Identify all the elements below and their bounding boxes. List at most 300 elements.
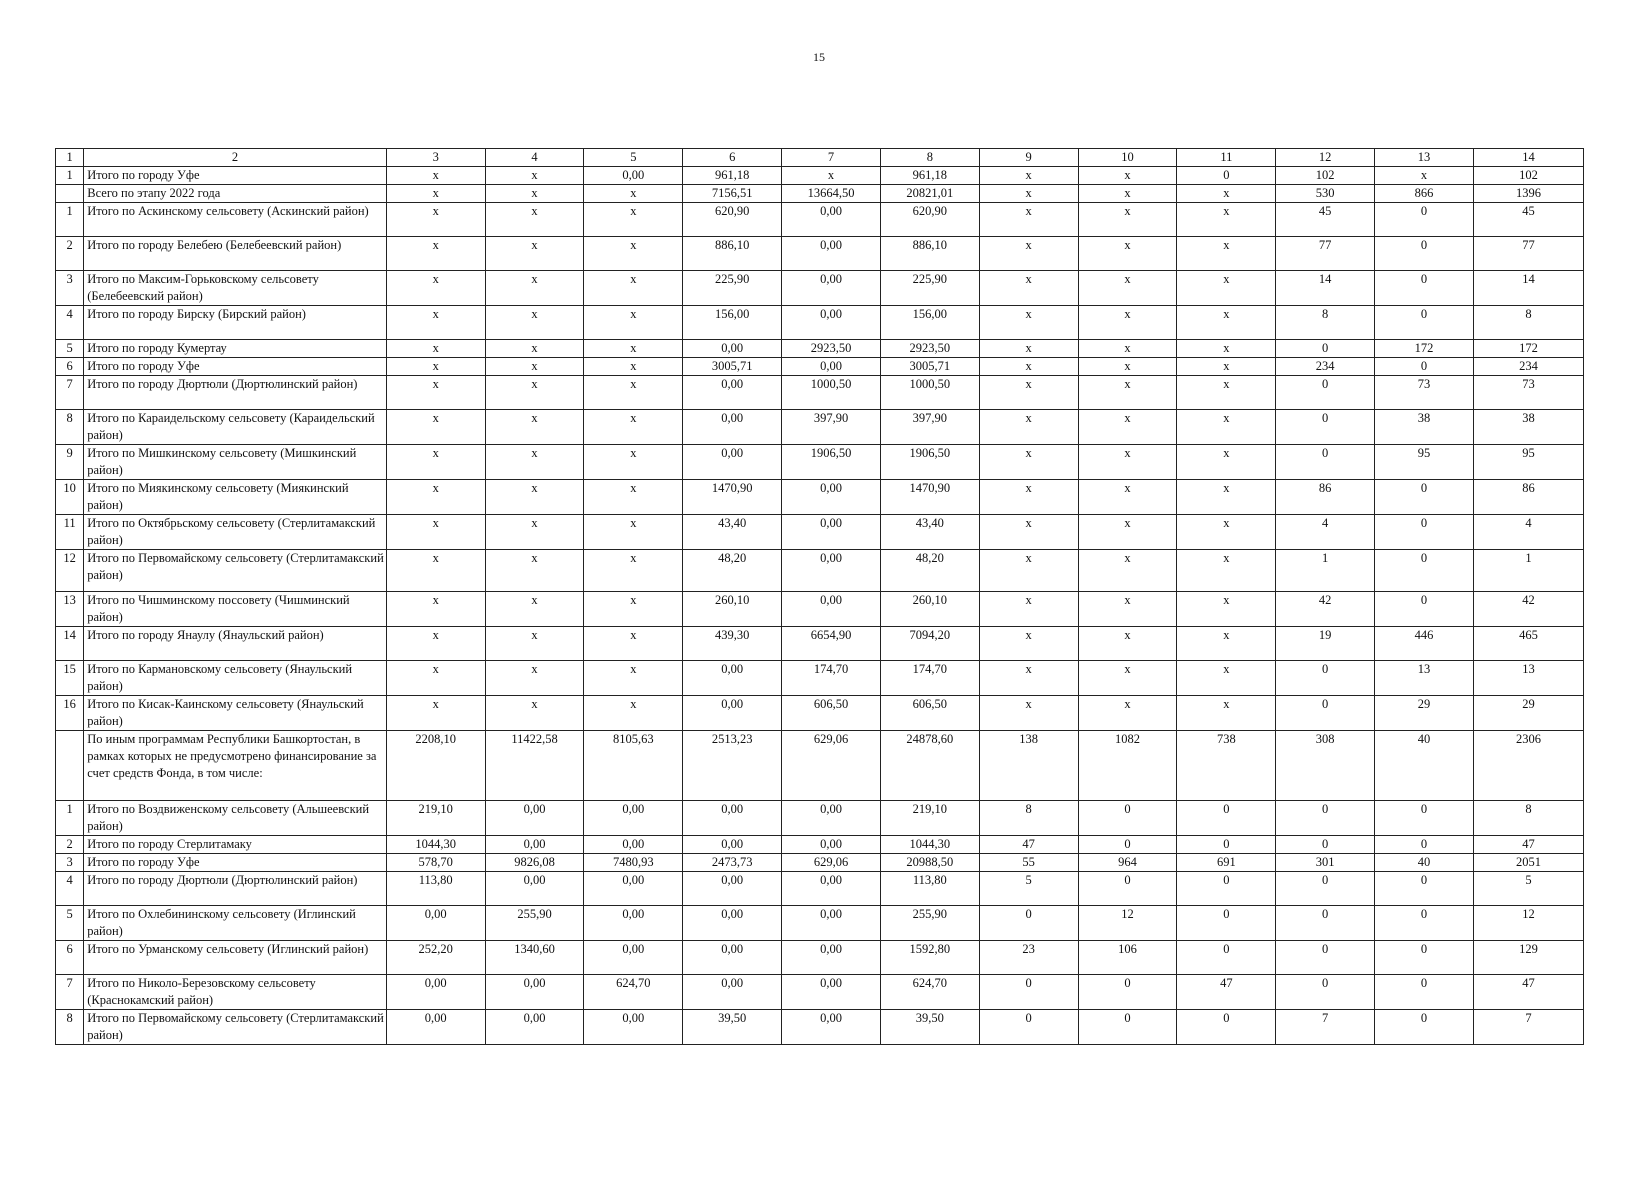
value-cell: 0	[1375, 592, 1474, 627]
value-cell: х	[1177, 203, 1276, 237]
value-cell: 886,10	[683, 237, 782, 271]
value-cell: 0	[1375, 872, 1474, 906]
value-cell: 0,00	[782, 480, 881, 515]
value-cell: х	[386, 550, 485, 592]
value-cell: 0,00	[584, 872, 683, 906]
value-cell: х	[979, 271, 1078, 306]
row-number-cell: 8	[56, 410, 84, 445]
value-cell: 8105,63	[584, 731, 683, 801]
value-cell: х	[1177, 661, 1276, 696]
value-cell: х	[386, 592, 485, 627]
value-cell: х	[485, 271, 584, 306]
value-cell: х	[1078, 550, 1177, 592]
value-cell: х	[1078, 661, 1177, 696]
value-cell: 0,00	[683, 801, 782, 836]
row-name-cell: Итого по Аскинскому сельсовету (Аскинский район)	[84, 203, 387, 237]
value-cell: 12	[1078, 906, 1177, 941]
value-cell: 0,00	[683, 941, 782, 975]
table-row	[56, 696, 1584, 731]
row-name-cell: Итого по городу Кумертау	[84, 340, 387, 358]
value-cell: х	[485, 550, 584, 592]
value-cell: 0	[1078, 1010, 1177, 1045]
value-cell: 0	[1375, 203, 1474, 237]
value-cell: х	[386, 661, 485, 696]
value-cell: 1044,30	[386, 836, 485, 854]
value-cell: х	[584, 515, 683, 550]
value-cell: х	[485, 515, 584, 550]
table-row	[56, 237, 1584, 271]
value-cell: 0	[1276, 975, 1375, 1010]
value-cell: х	[1177, 515, 1276, 550]
table-row	[56, 185, 1584, 203]
row-number-cell: 15	[56, 661, 84, 696]
value-cell: 0	[1375, 975, 1474, 1010]
table-row	[56, 358, 1584, 376]
row-name-cell: Итого по городу Стерлитамаку	[84, 836, 387, 854]
table-row	[56, 340, 1584, 358]
header-cell: 13	[1375, 149, 1474, 167]
value-cell: х	[386, 445, 485, 480]
value-cell: х	[584, 376, 683, 410]
value-cell: 0	[1276, 836, 1375, 854]
header-cell: 6	[683, 149, 782, 167]
value-cell: х	[584, 340, 683, 358]
table-row	[56, 445, 1584, 480]
value-cell: 138	[979, 731, 1078, 801]
value-cell: 1592,80	[880, 941, 979, 975]
value-cell: 6654,90	[782, 627, 881, 661]
data-table	[55, 148, 1584, 1045]
row-number-cell: 2	[56, 836, 84, 854]
row-name-cell: Итого по Николо-Березовскому сельсовету (Краснокамский район)	[84, 975, 387, 1010]
value-cell: 0	[1276, 410, 1375, 445]
value-cell: 0	[1375, 480, 1474, 515]
value-cell: 0	[1375, 836, 1474, 854]
value-cell: 102	[1473, 167, 1583, 185]
row-number-cell: 5	[56, 340, 84, 358]
header-cell: 12	[1276, 149, 1375, 167]
value-cell: 39,50	[683, 1010, 782, 1045]
value-cell: 465	[1473, 627, 1583, 661]
value-cell: х	[1177, 271, 1276, 306]
value-cell: х	[979, 237, 1078, 271]
value-cell: 2923,50	[782, 340, 881, 358]
value-cell: х	[1177, 696, 1276, 731]
value-cell: 606,50	[782, 696, 881, 731]
value-cell: 0,00	[782, 801, 881, 836]
value-cell: 0,00	[584, 167, 683, 185]
value-cell: 620,90	[683, 203, 782, 237]
row-number-cell	[56, 731, 84, 801]
row-name-cell: Итого по городу Дюртюли (Дюртюлинский район)	[84, 376, 387, 410]
value-cell: 43,40	[880, 515, 979, 550]
value-cell: 629,06	[782, 854, 881, 872]
value-cell: 0	[1276, 906, 1375, 941]
value-cell: 0,00	[683, 872, 782, 906]
value-cell: х	[979, 306, 1078, 340]
value-cell: 55	[979, 854, 1078, 872]
value-cell: 620,90	[880, 203, 979, 237]
value-cell: х	[1078, 340, 1177, 358]
value-cell: 219,10	[386, 801, 485, 836]
value-cell: 0,00	[782, 515, 881, 550]
value-cell: х	[979, 550, 1078, 592]
value-cell: 2513,23	[683, 731, 782, 801]
table-row	[56, 854, 1584, 872]
value-cell: 578,70	[386, 854, 485, 872]
value-cell: х	[1177, 480, 1276, 515]
header-cell: 7	[782, 149, 881, 167]
value-cell: 113,80	[386, 872, 485, 906]
value-cell: 156,00	[683, 306, 782, 340]
value-cell: х	[1078, 376, 1177, 410]
value-cell: 252,20	[386, 941, 485, 975]
table-row	[56, 975, 1584, 1010]
value-cell: 225,90	[880, 271, 979, 306]
value-cell: 38	[1473, 410, 1583, 445]
value-cell: 0	[1276, 661, 1375, 696]
value-cell: 0	[1078, 872, 1177, 906]
table-row	[56, 515, 1584, 550]
table-row	[56, 203, 1584, 237]
row-number-cell: 1	[56, 801, 84, 836]
value-cell: 234	[1473, 358, 1583, 376]
value-cell: х	[979, 167, 1078, 185]
value-cell: х	[1177, 185, 1276, 203]
value-cell: 0,00	[485, 801, 584, 836]
value-cell: 0	[1375, 906, 1474, 941]
row-name-cell: Итого по Миякинскому сельсовету (Миякинский район)	[84, 480, 387, 515]
value-cell: 77	[1473, 237, 1583, 271]
value-cell: х	[1078, 306, 1177, 340]
value-cell: 172	[1375, 340, 1474, 358]
value-cell: 0	[1177, 906, 1276, 941]
value-cell: 2051	[1473, 854, 1583, 872]
value-cell: х	[1078, 271, 1177, 306]
value-cell: 14	[1473, 271, 1583, 306]
value-cell: х	[386, 203, 485, 237]
header-cell: 10	[1078, 149, 1177, 167]
value-cell: 691	[1177, 854, 1276, 872]
value-cell: х	[485, 410, 584, 445]
row-number-cell: 9	[56, 445, 84, 480]
table-row	[56, 167, 1584, 185]
header-cell: 14	[1473, 149, 1583, 167]
value-cell: 0	[1276, 445, 1375, 480]
value-cell: х	[386, 627, 485, 661]
value-cell: 624,70	[880, 975, 979, 1010]
value-cell: 0,00	[683, 340, 782, 358]
value-cell: 0,00	[584, 836, 683, 854]
value-cell: 0,00	[683, 975, 782, 1010]
value-cell: х	[979, 480, 1078, 515]
value-cell: 0	[1276, 376, 1375, 410]
value-cell: х	[1177, 340, 1276, 358]
value-cell: 738	[1177, 731, 1276, 801]
row-number-cell: 13	[56, 592, 84, 627]
value-cell: 0,00	[782, 975, 881, 1010]
value-cell: 45	[1473, 203, 1583, 237]
value-cell: 0,00	[683, 410, 782, 445]
value-cell: 0	[1177, 167, 1276, 185]
value-cell: х	[979, 185, 1078, 203]
value-cell: 13664,50	[782, 185, 881, 203]
value-cell: х	[386, 358, 485, 376]
value-cell: х	[1078, 445, 1177, 480]
value-cell: 0	[1078, 801, 1177, 836]
value-cell: х	[1177, 410, 1276, 445]
value-cell: 73	[1473, 376, 1583, 410]
value-cell: 77	[1276, 237, 1375, 271]
value-cell: 0	[1375, 271, 1474, 306]
value-cell: 8	[1473, 801, 1583, 836]
row-number-cell: 6	[56, 358, 84, 376]
header-cell: 8	[880, 149, 979, 167]
row-name-cell: Итого по Кармановскому сельсовету (Янаульский район)	[84, 661, 387, 696]
value-cell: 1044,30	[880, 836, 979, 854]
value-cell: 0,00	[782, 592, 881, 627]
value-cell: 0,00	[782, 836, 881, 854]
value-cell: х	[485, 358, 584, 376]
value-cell: х	[1078, 410, 1177, 445]
value-cell: х	[979, 410, 1078, 445]
value-cell: 0	[1375, 550, 1474, 592]
value-cell: 0,00	[782, 872, 881, 906]
row-number-cell: 6	[56, 941, 84, 975]
value-cell: 0	[1375, 1010, 1474, 1045]
value-cell: х	[1177, 445, 1276, 480]
value-cell: 0	[1276, 941, 1375, 975]
value-cell: х	[584, 203, 683, 237]
value-cell: 234	[1276, 358, 1375, 376]
row-name-cell: Итого по Чишминскому поссовету (Чишминский район)	[84, 592, 387, 627]
value-cell: х	[1078, 167, 1177, 185]
value-cell: х	[1177, 592, 1276, 627]
value-cell: 0	[1375, 237, 1474, 271]
value-cell: 0,00	[584, 801, 683, 836]
value-cell: 3005,71	[880, 358, 979, 376]
value-cell: 8	[1473, 306, 1583, 340]
value-cell: 964	[1078, 854, 1177, 872]
value-cell: х	[1078, 237, 1177, 271]
value-cell: 219,10	[880, 801, 979, 836]
value-cell: 0	[1375, 941, 1474, 975]
row-number-cell: 16	[56, 696, 84, 731]
row-number-cell: 7	[56, 975, 84, 1010]
value-cell: 0,00	[683, 445, 782, 480]
value-cell: 0	[979, 975, 1078, 1010]
value-cell: 7	[1276, 1010, 1375, 1045]
value-cell: 19	[1276, 627, 1375, 661]
row-name-cell: Итого по Караидельскому сельсовету (Караидельский район)	[84, 410, 387, 445]
value-cell: 961,18	[683, 167, 782, 185]
row-name-cell: Итого по Первомайскому сельсовету (Стерлитамакский район)	[84, 550, 387, 592]
value-cell: х	[584, 480, 683, 515]
value-cell: х	[386, 185, 485, 203]
value-cell: х	[979, 340, 1078, 358]
value-cell: 0,00	[485, 872, 584, 906]
row-number-cell: 14	[56, 627, 84, 661]
value-cell: 0	[1276, 340, 1375, 358]
value-cell: 0,00	[584, 1010, 683, 1045]
value-cell: 0	[1177, 872, 1276, 906]
value-cell: х	[1177, 237, 1276, 271]
value-cell: 629,06	[782, 731, 881, 801]
value-cell: 0	[1078, 975, 1177, 1010]
table-row	[56, 801, 1584, 836]
value-cell: х	[386, 271, 485, 306]
value-cell: 39,50	[880, 1010, 979, 1045]
value-cell: х	[386, 340, 485, 358]
value-cell: 0,00	[782, 306, 881, 340]
row-name-cell: Итого по Максим-Горьковскому сельсовету (Белебеевский район)	[84, 271, 387, 306]
value-cell: х	[584, 271, 683, 306]
value-cell: 260,10	[880, 592, 979, 627]
value-cell: х	[584, 445, 683, 480]
value-cell: 4	[1473, 515, 1583, 550]
value-cell: 0,00	[683, 661, 782, 696]
value-cell: 0	[1276, 872, 1375, 906]
value-cell: 29	[1375, 696, 1474, 731]
value-cell: 255,90	[880, 906, 979, 941]
value-cell: 3005,71	[683, 358, 782, 376]
value-cell: 961,18	[880, 167, 979, 185]
value-cell: х	[979, 515, 1078, 550]
value-cell: 0	[1375, 515, 1474, 550]
row-name-cell: Итого по городу Бирску (Бирский район)	[84, 306, 387, 340]
value-cell: 397,90	[782, 410, 881, 445]
value-cell: 174,70	[880, 661, 979, 696]
header-cell: 11	[1177, 149, 1276, 167]
table-row	[56, 1010, 1584, 1045]
value-cell: 0	[979, 906, 1078, 941]
value-cell: 0	[1375, 358, 1474, 376]
table-row	[56, 271, 1584, 306]
value-cell: х	[386, 237, 485, 271]
value-cell: х	[1078, 627, 1177, 661]
value-cell: 5	[1473, 872, 1583, 906]
value-cell: х	[485, 445, 584, 480]
value-cell: 0	[1177, 1010, 1276, 1045]
header-cell: 1	[56, 149, 84, 167]
value-cell: х	[1375, 167, 1474, 185]
value-cell: 0,00	[782, 1010, 881, 1045]
value-cell: 0,00	[584, 906, 683, 941]
value-cell: 530	[1276, 185, 1375, 203]
row-name-cell: Итого по городу Уфе	[84, 854, 387, 872]
value-cell: х	[979, 376, 1078, 410]
value-cell: 47	[1177, 975, 1276, 1010]
value-cell: 308	[1276, 731, 1375, 801]
value-cell: 446	[1375, 627, 1474, 661]
value-cell: 73	[1375, 376, 1474, 410]
value-cell: 38	[1375, 410, 1474, 445]
value-cell: х	[1078, 515, 1177, 550]
value-cell: 0	[1375, 801, 1474, 836]
value-cell: 9826,08	[485, 854, 584, 872]
value-cell: х	[485, 340, 584, 358]
value-cell: х	[1078, 203, 1177, 237]
row-name-cell: Итого по городу Дюртюли (Дюртюлинский район)	[84, 872, 387, 906]
value-cell: 0,00	[683, 696, 782, 731]
value-cell: 0,00	[683, 376, 782, 410]
value-cell: х	[979, 627, 1078, 661]
row-number-cell: 4	[56, 872, 84, 906]
value-cell: 866	[1375, 185, 1474, 203]
value-cell: 0,00	[683, 906, 782, 941]
value-cell: х	[386, 167, 485, 185]
value-cell: х	[1078, 480, 1177, 515]
value-cell: х	[584, 358, 683, 376]
value-cell: х	[979, 696, 1078, 731]
value-cell: 301	[1276, 854, 1375, 872]
table-row	[56, 836, 1584, 854]
table-row	[56, 306, 1584, 340]
row-number-cell: 8	[56, 1010, 84, 1045]
value-cell: 8	[1276, 306, 1375, 340]
value-cell: 1470,90	[880, 480, 979, 515]
value-cell: 172	[1473, 340, 1583, 358]
value-cell: х	[485, 661, 584, 696]
value-cell: 255,90	[485, 906, 584, 941]
value-cell: 0,00	[485, 975, 584, 1010]
value-cell: 2473,73	[683, 854, 782, 872]
row-name-cell: Итого по городу Уфе	[84, 358, 387, 376]
value-cell: х	[979, 358, 1078, 376]
value-cell: 20988,50	[880, 854, 979, 872]
value-cell: 2208,10	[386, 731, 485, 801]
table-row	[56, 376, 1584, 410]
row-number-cell: 5	[56, 906, 84, 941]
value-cell: х	[1177, 550, 1276, 592]
header-cell: 3	[386, 149, 485, 167]
value-cell: 1340,60	[485, 941, 584, 975]
value-cell: 13	[1473, 661, 1583, 696]
value-cell: х	[386, 376, 485, 410]
value-cell: х	[782, 167, 881, 185]
value-cell: х	[485, 306, 584, 340]
page-number: 15	[813, 50, 825, 64]
value-cell: х	[979, 445, 1078, 480]
value-cell: 47	[979, 836, 1078, 854]
row-name-cell: Итого по Охлебининскому сельсовету (Иглинский район)	[84, 906, 387, 941]
value-cell: х	[584, 661, 683, 696]
value-cell: 45	[1276, 203, 1375, 237]
value-cell: 1906,50	[782, 445, 881, 480]
value-cell: 47	[1473, 836, 1583, 854]
value-cell: 0	[1078, 836, 1177, 854]
row-number-cell: 7	[56, 376, 84, 410]
value-cell: 0,00	[485, 836, 584, 854]
value-cell: 113,80	[880, 872, 979, 906]
value-cell: х	[584, 696, 683, 731]
value-cell: х	[1177, 376, 1276, 410]
value-cell: х	[584, 306, 683, 340]
value-cell: 7480,93	[584, 854, 683, 872]
value-cell: 886,10	[880, 237, 979, 271]
table-row	[56, 550, 1584, 592]
value-cell: 0,00	[782, 941, 881, 975]
table-body	[56, 167, 1584, 1045]
value-cell: 0,00	[485, 1010, 584, 1045]
value-cell: 0,00	[782, 203, 881, 237]
value-cell: х	[1078, 696, 1177, 731]
table-header	[56, 149, 1584, 167]
value-cell: х	[584, 410, 683, 445]
value-cell: х	[1177, 627, 1276, 661]
value-cell: 0	[1177, 801, 1276, 836]
value-cell: х	[584, 185, 683, 203]
